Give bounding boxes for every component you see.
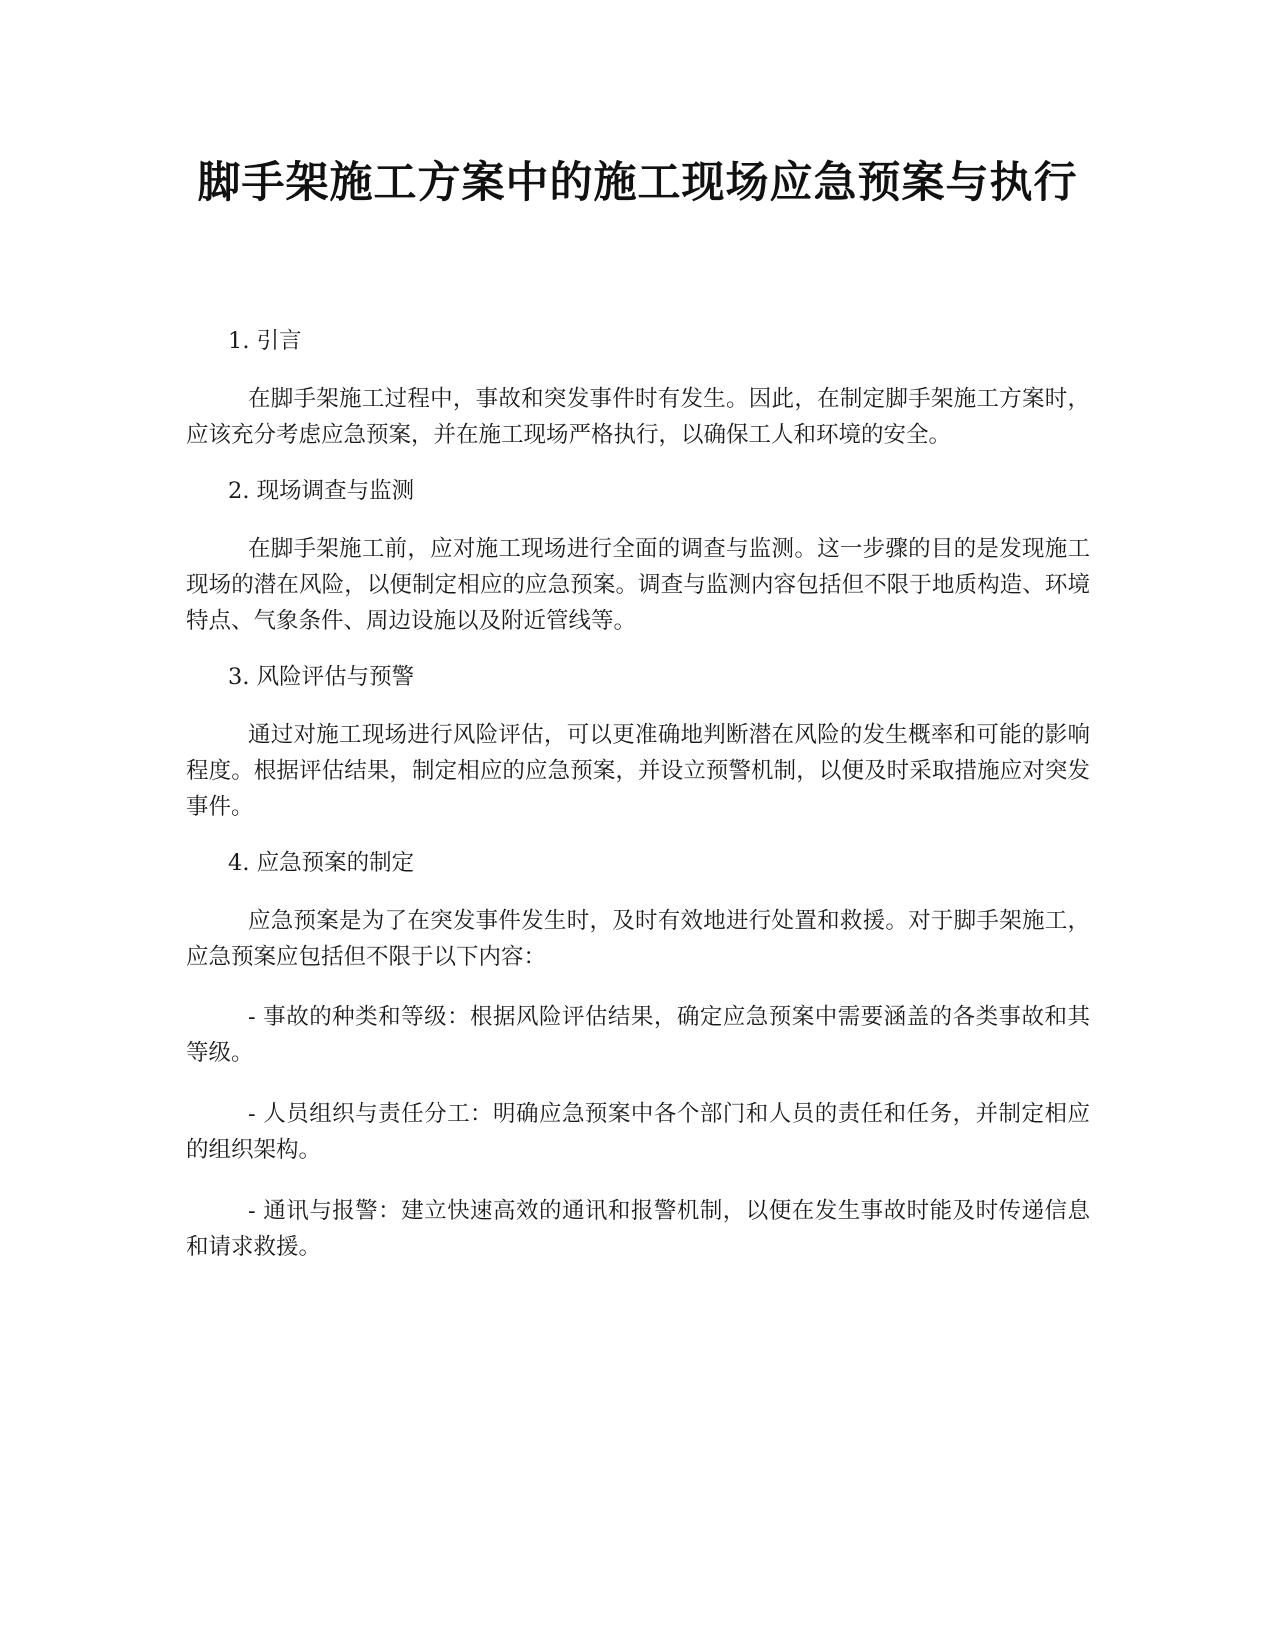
section-introduction: [186, 327, 1090, 453]
bullet-paragraph: - 事故的种类和等级：根据风险评估结果，确定应急预案中需要涵盖的各类事故和其等级。: [186, 1004, 1090, 1066]
section-heading: 1. 引言: [228, 328, 302, 354]
paragraph: 应急预案是为了在突发事件发生时，及时有效地进行处置和救援。对于脚手架施工，应急预案应包括但不限于以下内容：: [186, 908, 1090, 970]
bullet-paragraph: - 人员组织与责任分工：明确应急预案中各个部门和人员的责任和任务，并制定相应的组织架构。: [186, 1101, 1090, 1163]
bullet-paragraph: - 通讯与报警：建立快速高效的通讯和报警机制，以便在发生事故时能及时传递信息和请求救援。: [186, 1198, 1090, 1260]
section-heading: 3. 风险评估与预警: [228, 664, 415, 690]
paragraph: 在脚手架施工前，应对施工现场进行全面的调查与监测。这一步骤的目的是发现施工现场的潜在风险，以便制定相应的应急预案。调查与监测内容包括但不限于地质构造、环境特点、气象条件、周边设施以及附近管线等。: [186, 536, 1090, 634]
section-site-survey: [186, 477, 1090, 639]
paragraph: 通过对施工现场进行风险评估，可以更准确地判断潜在风险的发生概率和可能的影响程度。根据评估结果，制定相应的应急预案，并设立预警机制，以便及时采取措施应对突发事件。: [186, 722, 1090, 820]
section-risk-assessment: [186, 663, 1090, 825]
section-heading: 2. 现场调查与监测: [228, 478, 415, 504]
document-title: 脚手架施工方案中的施工现场应急预案与执行: [197, 158, 1078, 208]
section-heading: 4. 应急预案的制定: [228, 850, 415, 876]
document-body: [186, 327, 1090, 1290]
section-emergency-plan: [186, 849, 1090, 1265]
paragraph: 在脚手架施工过程中，事故和突发事件时有发生。因此，在制定脚手架施工方案时，应该充分考虑应急预案，并在施工现场严格执行，以确保工人和环境的安全。: [186, 386, 1090, 448]
